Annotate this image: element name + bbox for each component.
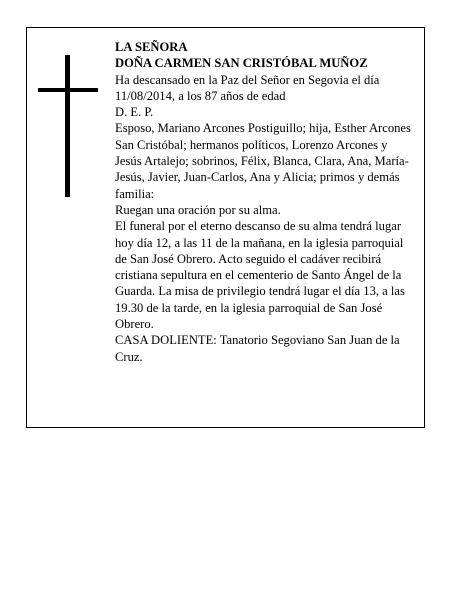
deceased-name: DOÑA CARMEN SAN CRISTÓBAL MUÑOZ <box>115 56 368 71</box>
rip-line: D. E. P. <box>115 105 154 120</box>
funeral-home: CASA DOLIENTE: Tanatorio Segoviano San Juan de la Cruz. <box>115 333 400 364</box>
obituary-text <box>115 39 415 365</box>
obituary-heading: LA SEÑORA <box>115 40 188 54</box>
prayer-request: Ruegan una oración por su alma. <box>115 202 281 217</box>
cross-vertical-bar <box>65 55 70 197</box>
funeral-details: El funeral por el eterno descanso de su alma tendrá lugar hoy día 12, a las 11 de la mañana, en la iglesia parroquial de San José Obrero. Acto seguido el cadáver recibirá cristiana sepultura en el cementerio de Santo Ángel de la Guarda. La misa de privilegio tendrá lugar el día 13, a las 19.30 de la tarde, en la iglesia parroquial de San José Obrero. <box>115 219 405 332</box>
death-info: Ha descansado en la Paz del Señor en Segovia el día 11/08/2014, a los 87 años de edad <box>115 72 380 103</box>
cross-icon <box>38 55 98 197</box>
family-list: Esposo, Mariano Arcones Postiguillo; hija, Esther Arcones San Cristóbal; hermanos políticos, Lorenzo Arcones y Jesús Artalejo; sobrinos, Félix, Blanca, Clara, Ana, María-Jesús, Javier, Juan-Carlos, Ana y Alicia; primos y demás familia: <box>115 121 411 201</box>
cross-horizontal-bar <box>38 88 98 92</box>
